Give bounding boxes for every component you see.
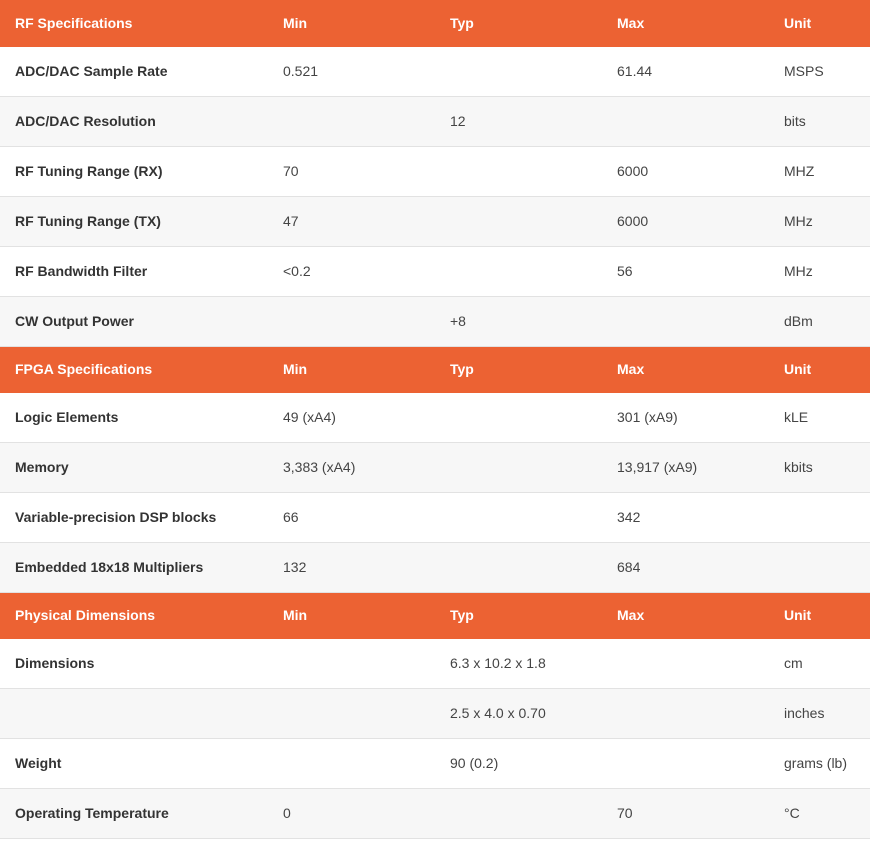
table-row	[0, 638, 870, 688]
cell-typ: 12	[435, 96, 602, 146]
column-header-min: Min	[268, 0, 435, 46]
column-header-max: Max	[602, 0, 769, 46]
cell-min: 0.521	[268, 46, 435, 96]
cell-min: 70	[268, 146, 435, 196]
row-label: RF Tuning Range (TX)	[0, 196, 268, 246]
section-title: RF Specifications	[0, 0, 268, 46]
cell-unit: kbits	[769, 442, 870, 492]
cell-typ: +8	[435, 296, 602, 346]
table-row	[0, 96, 870, 146]
cell-typ	[435, 542, 602, 592]
cell-typ: 90 (0.2)	[435, 738, 602, 788]
cell-min	[268, 296, 435, 346]
row-label: ADC/DAC Sample Rate	[0, 46, 268, 96]
cell-typ	[435, 492, 602, 542]
cell-max: 13,917 (xA9)	[602, 442, 769, 492]
table-row	[0, 442, 870, 492]
cell-max: 70	[602, 788, 769, 838]
cell-unit: °C	[769, 788, 870, 838]
cell-min: 0	[268, 788, 435, 838]
table-row	[0, 196, 870, 246]
cell-min: <0.2	[268, 246, 435, 296]
cell-min	[268, 96, 435, 146]
column-header-typ: Typ	[435, 592, 602, 638]
row-label: Operating Temperature	[0, 788, 268, 838]
cell-min: 49 (xA4)	[268, 392, 435, 442]
cell-typ: 2.5 x 4.0 x 0.70	[435, 688, 602, 738]
cell-unit: MSPS	[769, 46, 870, 96]
column-header-min: Min	[268, 592, 435, 638]
cell-max: 684	[602, 542, 769, 592]
cell-min	[268, 688, 435, 738]
column-header-typ: Typ	[435, 346, 602, 392]
row-label: RF Bandwidth Filter	[0, 246, 268, 296]
cell-typ	[435, 788, 602, 838]
row-label: Dimensions	[0, 638, 268, 688]
cell-typ	[435, 146, 602, 196]
column-header-unit: Unit	[769, 346, 870, 392]
table-row	[0, 688, 870, 738]
column-header-min: Min	[268, 346, 435, 392]
table-row	[0, 246, 870, 296]
cell-min: 3,383 (xA4)	[268, 442, 435, 492]
cell-max	[602, 96, 769, 146]
cell-unit: MHz	[769, 196, 870, 246]
table-row	[0, 738, 870, 788]
cell-unit: grams (lb)	[769, 738, 870, 788]
cell-typ	[435, 246, 602, 296]
table-row	[0, 542, 870, 592]
row-label: Weight	[0, 738, 268, 788]
cell-unit: MHz	[769, 246, 870, 296]
cell-unit: dBm	[769, 296, 870, 346]
table-row	[0, 146, 870, 196]
row-label: CW Output Power	[0, 296, 268, 346]
table-row	[0, 392, 870, 442]
cell-typ	[435, 196, 602, 246]
cell-max: 6000	[602, 146, 769, 196]
section-title: FPGA Specifications	[0, 346, 268, 392]
row-label: RF Tuning Range (RX)	[0, 146, 268, 196]
cell-unit: kLE	[769, 392, 870, 442]
cell-max: 56	[602, 246, 769, 296]
cell-min	[268, 738, 435, 788]
cell-unit: cm	[769, 638, 870, 688]
cell-max: 61.44	[602, 46, 769, 96]
cell-unit	[769, 542, 870, 592]
cell-max	[602, 688, 769, 738]
table-row	[0, 788, 870, 838]
row-label	[0, 688, 268, 738]
cell-min: 47	[268, 196, 435, 246]
row-label: Variable-precision DSP blocks	[0, 492, 268, 542]
cell-max	[602, 638, 769, 688]
cell-max	[602, 738, 769, 788]
section-title: Physical Dimensions	[0, 592, 268, 638]
cell-min: 66	[268, 492, 435, 542]
column-header-typ: Typ	[435, 0, 602, 46]
cell-max: 301 (xA9)	[602, 392, 769, 442]
row-label: Memory	[0, 442, 268, 492]
table-row	[0, 296, 870, 346]
section-header-fpga	[0, 346, 870, 392]
column-header-max: Max	[602, 346, 769, 392]
cell-max: 342	[602, 492, 769, 542]
table-row	[0, 492, 870, 542]
section-header-rf	[0, 0, 870, 46]
cell-unit: bits	[769, 96, 870, 146]
row-label: Embedded 18x18 Multipliers	[0, 542, 268, 592]
cell-typ: 6.3 x 10.2 x 1.8	[435, 638, 602, 688]
column-header-max: Max	[602, 592, 769, 638]
row-label: ADC/DAC Resolution	[0, 96, 268, 146]
cell-min: 132	[268, 542, 435, 592]
column-header-unit: Unit	[769, 592, 870, 638]
cell-max: 6000	[602, 196, 769, 246]
table-row	[0, 46, 870, 96]
section-header-physical	[0, 592, 870, 638]
cell-min	[268, 638, 435, 688]
cell-unit	[769, 492, 870, 542]
cell-max	[602, 296, 769, 346]
cell-unit: MHZ	[769, 146, 870, 196]
cell-typ	[435, 442, 602, 492]
cell-typ	[435, 46, 602, 96]
row-label: Logic Elements	[0, 392, 268, 442]
cell-typ	[435, 392, 602, 442]
cell-unit: inches	[769, 688, 870, 738]
column-header-unit: Unit	[769, 0, 870, 46]
